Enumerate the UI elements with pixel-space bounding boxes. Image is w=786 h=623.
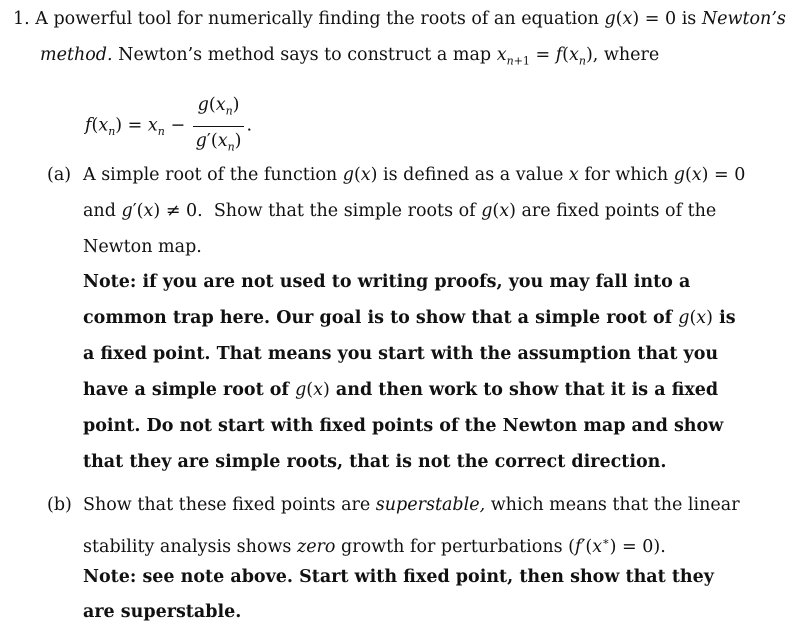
problem-intro-line-1: 1. A powerful tool for numerically finding the roots of an equation g(x) = 0 is Newton’s	[13, 9, 786, 29]
part-a-line-1: A simple root of the function g(x) is defined as a value x for which g(x) = 0	[83, 165, 746, 185]
part-a-note-line-5: point. Do not start with fixed points of the Newton map and show	[83, 416, 724, 436]
problem-intro-line-2: method. Newton’s method says to construct a map $x_{n+1} = f(x_n)$, where	[40, 45, 660, 68]
part-a-note-line-2: common trap here. Our goal is to show that a simple root of g(x) is	[83, 308, 736, 328]
part-b-note-line-1: Note: see note above. Start with fixed point, then show that they	[83, 567, 714, 587]
part-a-line-2: and g′(x) ≠ 0. Show that the simple roots of g(x) are fixed points of the	[83, 201, 717, 221]
part-b-note-line-2: are superstable.	[83, 602, 242, 622]
part-a-line-3: Newton map.	[83, 237, 202, 257]
part-b-line-2: stability analysis shows zero growth for perturbations (f′(x∗) = 0).	[83, 535, 666, 557]
part-a-note-line-1: Note: if you are not used to writing proofs, you may fall into a	[83, 272, 691, 292]
part-b-line-1: Show that these fixed points are superstable, which means that the linear	[83, 495, 740, 515]
part-a-label: (a)	[47, 165, 72, 185]
part-a-note-line-4: have a simple root of g(x) and then work to show that it is a fixed	[83, 380, 719, 400]
part-b-label: (b)	[47, 495, 72, 515]
part-a-note-line-6: that they are simple roots, that is not the correct direction.	[83, 452, 667, 472]
newton-fraction: $\frac{g(x_n)}{g'(x_n)}$	[193, 92, 245, 160]
newton-formula: $f(x_n) = x_n$ − $\frac{g(x_n)}{g'(x_n)}$ .	[85, 92, 252, 160]
part-a-note-line-3: a fixed point. That means you start with the assumption that you	[83, 344, 719, 364]
